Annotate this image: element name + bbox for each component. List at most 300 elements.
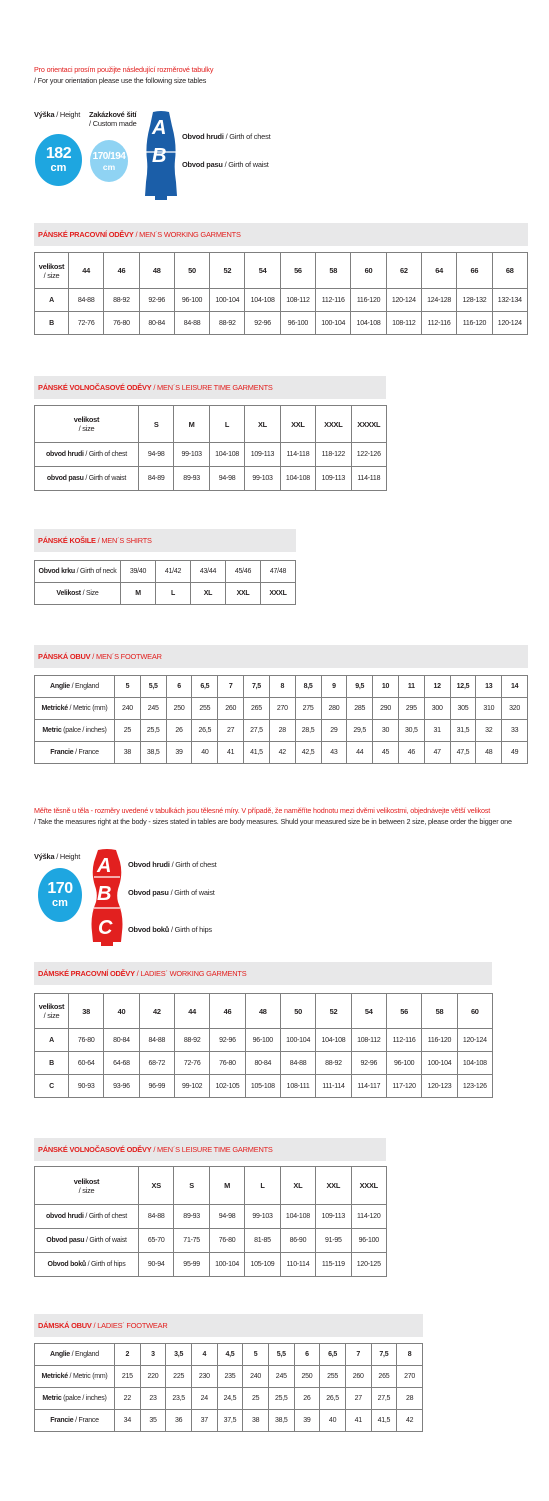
size-col-header: 54 xyxy=(245,253,280,289)
row-label-en: / England xyxy=(69,683,99,690)
table-row xyxy=(35,467,387,491)
table-cell: 240 xyxy=(115,698,141,720)
legend-a-cz: Obvod hrudi xyxy=(182,132,224,141)
table-cell: 37,5 xyxy=(217,1410,243,1432)
table-cell: 250 xyxy=(166,698,192,720)
table-cell: 104-108 xyxy=(280,1205,315,1229)
section-men-shirts xyxy=(34,529,296,552)
row-label-en: / Metric (mm) xyxy=(67,1373,108,1380)
table-cell: 7 xyxy=(345,1344,371,1366)
table-cell: 100-104 xyxy=(316,312,351,335)
table-cell: 94-98 xyxy=(139,443,174,467)
table-cell: 25 xyxy=(115,720,141,742)
table-cell: 72-76 xyxy=(174,1052,209,1075)
men-shirts-table xyxy=(34,560,296,605)
table-cell: 76-80 xyxy=(210,1052,245,1075)
table-cell: 128-132 xyxy=(457,289,492,312)
table-cell: 265 xyxy=(371,1366,397,1388)
table-cell: 4,5 xyxy=(217,1344,243,1366)
row-label: B xyxy=(35,312,69,335)
table-cell: 295 xyxy=(398,698,424,720)
table-cell: 104-108 xyxy=(245,289,280,312)
table-cell: 108-111 xyxy=(280,1075,315,1098)
table-cell: 31,5 xyxy=(450,720,476,742)
table-row xyxy=(35,1253,387,1277)
size-col-header: XXXXL xyxy=(351,406,386,443)
intro-en: / For your orientation please use the following size tables xyxy=(34,76,207,85)
section-title-cz: DÁMSKÉ PRACOVNÍ ODĚVY xyxy=(38,969,135,978)
table-cell: 42 xyxy=(269,742,295,764)
table-cell: 108-112 xyxy=(351,1029,386,1052)
size-col-header: XL xyxy=(245,406,280,443)
size-col-header: 68 xyxy=(492,253,527,289)
row-label-en: / Size xyxy=(80,590,99,597)
table-cell: 25,5 xyxy=(268,1388,294,1410)
size-col-header: L xyxy=(245,1167,280,1205)
table-cell: 120-125 xyxy=(351,1253,386,1277)
table-cell: 114-118 xyxy=(280,443,315,467)
size-col-header: S xyxy=(139,406,174,443)
table-cell: 109-113 xyxy=(316,1205,351,1229)
size-col-header: 66 xyxy=(457,253,492,289)
table-cell: 8 xyxy=(269,676,295,698)
table-cell: 96-99 xyxy=(139,1075,174,1098)
table-cell: 108-112 xyxy=(280,289,315,312)
table-cell: 84-88 xyxy=(174,312,209,335)
size-header: velikost / size xyxy=(35,406,139,443)
table-cell: 6 xyxy=(166,676,192,698)
row-label xyxy=(35,676,115,698)
table-row xyxy=(35,289,528,312)
custom-made-label-en: / Custom made xyxy=(89,119,137,128)
custom-circle-170-194 xyxy=(90,140,128,182)
size-col-header: 44 xyxy=(69,253,104,289)
custom-made-label xyxy=(89,110,137,128)
intro-cz: Pro orientaci prosím použijte následující rozměrové tabulky xyxy=(34,65,214,74)
legend-a-en: / Girth of chest xyxy=(223,132,271,141)
men-footwear-table xyxy=(34,675,528,764)
table-cell: 26,5 xyxy=(192,720,218,742)
table-cell: 92-96 xyxy=(139,289,174,312)
table-cell: 44 xyxy=(347,742,373,764)
table-cell: 109-113 xyxy=(245,443,280,467)
table-cell: 60-64 xyxy=(69,1052,104,1075)
table-cell: 26 xyxy=(294,1388,320,1410)
size-header: velikost / size xyxy=(35,994,69,1029)
table-cell: 96-100 xyxy=(245,1029,280,1052)
row-label-en: / England xyxy=(69,1351,99,1358)
table-cell: 265 xyxy=(244,698,270,720)
size-col-header: 46 xyxy=(210,994,245,1029)
size-col-header: 60 xyxy=(351,253,386,289)
legend-c-en: / Girth of hips xyxy=(169,925,212,934)
height-value: 182 xyxy=(45,145,72,162)
table-cell: 80-84 xyxy=(104,1029,139,1052)
size-col-header: XXL xyxy=(316,1167,351,1205)
table-cell: XXL xyxy=(226,583,261,605)
table-row xyxy=(35,1205,387,1229)
table-cell: XXXL xyxy=(261,583,296,605)
table-cell: 38,5 xyxy=(268,1410,294,1432)
table-cell: 215 xyxy=(115,1366,141,1388)
women-leisure-table xyxy=(34,1166,387,1277)
size-col-header: 50 xyxy=(174,253,209,289)
table-cell: 28 xyxy=(397,1388,423,1410)
height-label-cz: Výška xyxy=(34,852,55,861)
legend-b-cz: Obvod pasu xyxy=(128,888,169,897)
row-label xyxy=(35,467,139,491)
row-label-en: / Girth of waist xyxy=(83,475,127,482)
row-label-en: / France xyxy=(73,1417,99,1424)
table-cell: 84-88 xyxy=(280,1052,315,1075)
table-cell: 12,5 xyxy=(450,676,476,698)
table-row xyxy=(35,583,296,605)
height-label-en: / Height xyxy=(54,852,81,861)
table-cell: 34 xyxy=(115,1410,141,1432)
size-col-header: 58 xyxy=(316,253,351,289)
row-label-cz: Metric xyxy=(42,727,62,734)
table-cell: 114-118 xyxy=(351,467,386,491)
row-label xyxy=(35,698,115,720)
size-col-header: M xyxy=(174,406,209,443)
size-col-header: XXL xyxy=(280,406,315,443)
table-cell: 33 xyxy=(502,720,528,742)
table-cell: 42 xyxy=(397,1410,423,1432)
table-cell: 47 xyxy=(424,742,450,764)
table-cell: 275 xyxy=(295,698,321,720)
section-women-leisure xyxy=(34,1138,386,1161)
table-cell: 270 xyxy=(397,1366,423,1388)
table-row xyxy=(35,443,387,467)
women-footwear-table xyxy=(34,1343,423,1432)
size-col-header: L xyxy=(209,406,244,443)
table-cell: 49 xyxy=(502,742,528,764)
height-circle-182 xyxy=(35,134,82,186)
table-row xyxy=(35,312,528,335)
table-cell: L xyxy=(156,583,191,605)
height-label xyxy=(34,110,80,119)
table-row xyxy=(35,1366,423,1388)
row-label xyxy=(35,720,115,742)
section-women-footwear xyxy=(34,1314,423,1337)
table-cell: 47,5 xyxy=(450,742,476,764)
table-cell: 30 xyxy=(373,720,399,742)
row-label: B xyxy=(35,1052,69,1075)
row-label-cz: Anglie xyxy=(50,1351,70,1358)
table-cell: 80-84 xyxy=(245,1052,280,1075)
table-cell: 88-92 xyxy=(316,1052,351,1075)
table-cell: 310 xyxy=(476,698,502,720)
table-cell: 280 xyxy=(321,698,347,720)
row-label xyxy=(35,742,115,764)
table-cell: 29,5 xyxy=(347,720,373,742)
table-cell: 35 xyxy=(140,1410,166,1432)
table-cell: 31 xyxy=(424,720,450,742)
custom-made-label-cz: Zakázkové šití xyxy=(89,110,137,119)
size-col-header: 60 xyxy=(457,994,492,1029)
table-cell: 13 xyxy=(476,676,502,698)
table-cell: 38 xyxy=(115,742,141,764)
table-cell: 255 xyxy=(192,698,218,720)
row-label xyxy=(35,443,139,467)
section-title-en: / LADIES´ WORKING GARMENTS xyxy=(134,969,247,978)
size-col-header: 44 xyxy=(174,994,209,1029)
row-label-en: / Girth of chest xyxy=(83,1213,127,1220)
size-header: velikost / size xyxy=(35,253,69,289)
table-cell: 10 xyxy=(373,676,399,698)
size-col-header: 52 xyxy=(210,253,245,289)
table-cell: 109-113 xyxy=(316,467,351,491)
row-label-en: / Girth of hips xyxy=(85,1261,126,1268)
table-cell: 84-88 xyxy=(69,289,104,312)
table-cell: 25,5 xyxy=(140,720,166,742)
table-cell: 108-112 xyxy=(386,312,421,335)
row-label xyxy=(35,561,121,583)
table-cell: 88-92 xyxy=(104,289,139,312)
table-cell: 81-85 xyxy=(245,1229,280,1253)
table-row xyxy=(35,1344,423,1366)
table-cell: 94-98 xyxy=(209,467,244,491)
table-cell: 220 xyxy=(140,1366,166,1388)
table-cell: 5,5 xyxy=(140,676,166,698)
table-cell: 255 xyxy=(320,1366,346,1388)
table-cell: 32 xyxy=(476,720,502,742)
table-row xyxy=(35,561,296,583)
size-col-header: S xyxy=(174,1167,209,1205)
section-title-en: / MEN´S LEISURE TIME GARMENTS xyxy=(151,1145,273,1154)
size-col-header: 56 xyxy=(280,253,315,289)
table-cell: 41,5 xyxy=(244,742,270,764)
table-row xyxy=(35,1052,493,1075)
table-cell: 27 xyxy=(345,1388,371,1410)
row-label-cz: Francie xyxy=(50,1417,74,1424)
table-cell: 230 xyxy=(191,1366,217,1388)
table-cell: 104-108 xyxy=(209,443,244,467)
table-cell: 112-116 xyxy=(316,289,351,312)
legend-a-cz: Obvod hrudi xyxy=(128,860,170,869)
table-cell: 71-75 xyxy=(174,1229,209,1253)
row-label: A xyxy=(35,289,69,312)
section-men-leisure xyxy=(34,376,386,399)
table-cell: 120-124 xyxy=(386,289,421,312)
height-label-cz: Výška xyxy=(34,110,55,119)
row-label-cz: Metrické xyxy=(41,705,68,712)
height-unit: cm xyxy=(52,897,68,909)
table-cell: 14 xyxy=(502,676,528,698)
table-cell: 8 xyxy=(397,1344,423,1366)
legend-b xyxy=(182,160,269,169)
row-label-en: / France xyxy=(73,749,99,756)
table-cell: 115-119 xyxy=(316,1253,351,1277)
table-cell: 27,5 xyxy=(244,720,270,742)
table-cell: 305 xyxy=(450,698,476,720)
table-row xyxy=(35,1410,423,1432)
table-cell: 41,5 xyxy=(371,1410,397,1432)
row-label: C xyxy=(35,1075,69,1098)
table-cell: 94-98 xyxy=(209,1205,244,1229)
row-label-cz: obvod pasu xyxy=(46,475,84,482)
table-cell: 6,5 xyxy=(192,676,218,698)
legend-c xyxy=(128,925,212,934)
table-cell: 39/40 xyxy=(121,561,156,583)
table-cell: 99-103 xyxy=(245,467,280,491)
row-label xyxy=(35,1205,139,1229)
table-cell: 122-126 xyxy=(351,443,386,467)
table-cell: 76-80 xyxy=(69,1029,104,1052)
row-label-cz: Velikost xyxy=(56,590,81,597)
size-col-header: 52 xyxy=(316,994,351,1029)
table-cell: 245 xyxy=(268,1366,294,1388)
table-cell: 89-93 xyxy=(174,1205,209,1229)
table-cell: 111-114 xyxy=(316,1075,351,1098)
table-cell: 102-105 xyxy=(210,1075,245,1098)
table-row xyxy=(35,1229,387,1253)
table-cell: 104-108 xyxy=(457,1052,492,1075)
table-cell: 6 xyxy=(294,1344,320,1366)
legend-c-cz: Obvod boků xyxy=(128,925,170,934)
table-cell: 90-94 xyxy=(139,1253,174,1277)
table-cell: 120-124 xyxy=(457,1029,492,1052)
size-col-header: 56 xyxy=(386,994,421,1029)
row-label xyxy=(35,583,121,605)
table-cell: 11 xyxy=(398,676,424,698)
table-cell: 123-126 xyxy=(457,1075,492,1098)
row-label-cz: Francie xyxy=(50,749,74,756)
section-title-cz: PÁNSKÉ VOLNOČASOVÉ ODĚVY xyxy=(38,383,152,392)
table-row xyxy=(35,720,528,742)
table-cell: 116-120 xyxy=(422,1029,457,1052)
row-label-en: / Girth of neck xyxy=(74,568,117,575)
table-cell: 41/42 xyxy=(156,561,191,583)
row-label-cz: Obvod krku xyxy=(38,568,75,575)
table-cell: 132-134 xyxy=(492,289,527,312)
table-cell: 90-93 xyxy=(69,1075,104,1098)
women-working-table xyxy=(34,993,493,1098)
table-cell: 38 xyxy=(243,1410,269,1432)
table-cell: 5 xyxy=(115,676,141,698)
height-label xyxy=(34,852,80,861)
table-cell: 43/44 xyxy=(191,561,226,583)
table-cell: 2 xyxy=(115,1344,141,1366)
row-label: A xyxy=(35,1029,69,1052)
table-cell: 225 xyxy=(166,1366,192,1388)
table-cell: 23,5 xyxy=(166,1388,192,1410)
size-col-header: XXXL xyxy=(316,406,351,443)
table-cell: 39 xyxy=(294,1410,320,1432)
table-cell: 235 xyxy=(217,1366,243,1388)
table-cell: 47/48 xyxy=(261,561,296,583)
table-cell: 39 xyxy=(166,742,192,764)
row-label xyxy=(35,1366,115,1388)
section-title-cz: PÁNSKÁ OBUV xyxy=(38,652,91,661)
table-cell: 45 xyxy=(373,742,399,764)
table-cell: 5 xyxy=(243,1344,269,1366)
table-cell: 114-117 xyxy=(351,1075,386,1098)
table-cell: 23 xyxy=(140,1388,166,1410)
table-cell: 86-90 xyxy=(280,1229,315,1253)
table-cell: 100-104 xyxy=(210,289,245,312)
table-cell: 36 xyxy=(166,1410,192,1432)
row-label-cz: Metric xyxy=(42,1395,62,1402)
table-cell: 30,5 xyxy=(398,720,424,742)
table-cell: 112-116 xyxy=(386,1029,421,1052)
section-title-cz: PÁNSKÉ KOŠILE xyxy=(38,536,96,545)
table-cell: 38,5 xyxy=(140,742,166,764)
size-col-header: 58 xyxy=(422,994,457,1029)
table-row xyxy=(35,698,528,720)
row-label-en: (palce / inches) xyxy=(61,1395,107,1402)
table-cell: 120-124 xyxy=(492,312,527,335)
table-cell: 9 xyxy=(321,676,347,698)
table-cell: XL xyxy=(191,583,226,605)
fig-letter-b: B xyxy=(152,145,167,167)
table-cell: 99-103 xyxy=(245,1205,280,1229)
row-label-cz: Obvod pasu xyxy=(46,1237,85,1244)
table-cell: 96-100 xyxy=(386,1052,421,1075)
table-row xyxy=(35,676,528,698)
size-col-header: 48 xyxy=(139,253,174,289)
table-cell: 41 xyxy=(218,742,244,764)
table-cell: 28 xyxy=(269,720,295,742)
section-title-en: / MEN´S LEISURE TIME GARMENTS xyxy=(151,383,273,392)
table-cell: 100-104 xyxy=(280,1029,315,1052)
fig-letter-b: B xyxy=(97,883,112,905)
table-cell: 65-70 xyxy=(139,1229,174,1253)
row-label-cz: Obvod boků xyxy=(47,1261,86,1268)
section-title-en: / LADIES´ FOOTWEAR xyxy=(91,1321,168,1330)
legend-a xyxy=(182,132,270,141)
table-cell: 104-108 xyxy=(316,1029,351,1052)
table-cell: 105-109 xyxy=(245,1253,280,1277)
size-col-header: 46 xyxy=(104,253,139,289)
table-cell: 91-95 xyxy=(316,1229,351,1253)
table-cell: 24,5 xyxy=(217,1388,243,1410)
table-cell: 9,5 xyxy=(347,676,373,698)
table-cell: 26 xyxy=(166,720,192,742)
table-cell: 112-116 xyxy=(421,312,456,335)
height-value: 170 xyxy=(47,880,73,897)
table-cell: 24 xyxy=(191,1388,217,1410)
table-cell: 5,5 xyxy=(268,1344,294,1366)
table-cell: 92-96 xyxy=(351,1052,386,1075)
section-title-cz: PÁNSKÉ PRACOVNÍ ODĚVY xyxy=(38,230,134,239)
men-leisure-table xyxy=(34,405,387,491)
table-cell: 84-88 xyxy=(139,1205,174,1229)
section-title-en: / MEN´S FOOTWEAR xyxy=(90,652,162,661)
table-cell: 99-103 xyxy=(174,443,209,467)
men-working-table xyxy=(34,252,528,335)
table-cell: 89-93 xyxy=(174,467,209,491)
table-cell: 92-96 xyxy=(245,312,280,335)
table-cell: 26,5 xyxy=(320,1388,346,1410)
table-cell: 270 xyxy=(269,698,295,720)
table-cell: 260 xyxy=(345,1366,371,1388)
table-cell: 105-108 xyxy=(245,1075,280,1098)
table-cell: 116-120 xyxy=(351,289,386,312)
section-men-footwear xyxy=(34,645,528,668)
height-circle-170 xyxy=(38,868,82,922)
table-cell: 93-96 xyxy=(104,1075,139,1098)
table-cell: 320 xyxy=(502,698,528,720)
section-men-working xyxy=(34,223,528,246)
table-cell: 110-114 xyxy=(280,1253,315,1277)
table-cell: 120-123 xyxy=(422,1075,457,1098)
table-cell: 104-108 xyxy=(280,467,315,491)
legend-b xyxy=(128,888,215,897)
table-cell: 99-102 xyxy=(174,1075,209,1098)
table-cell: 116-120 xyxy=(457,312,492,335)
table-cell: 37 xyxy=(191,1410,217,1432)
